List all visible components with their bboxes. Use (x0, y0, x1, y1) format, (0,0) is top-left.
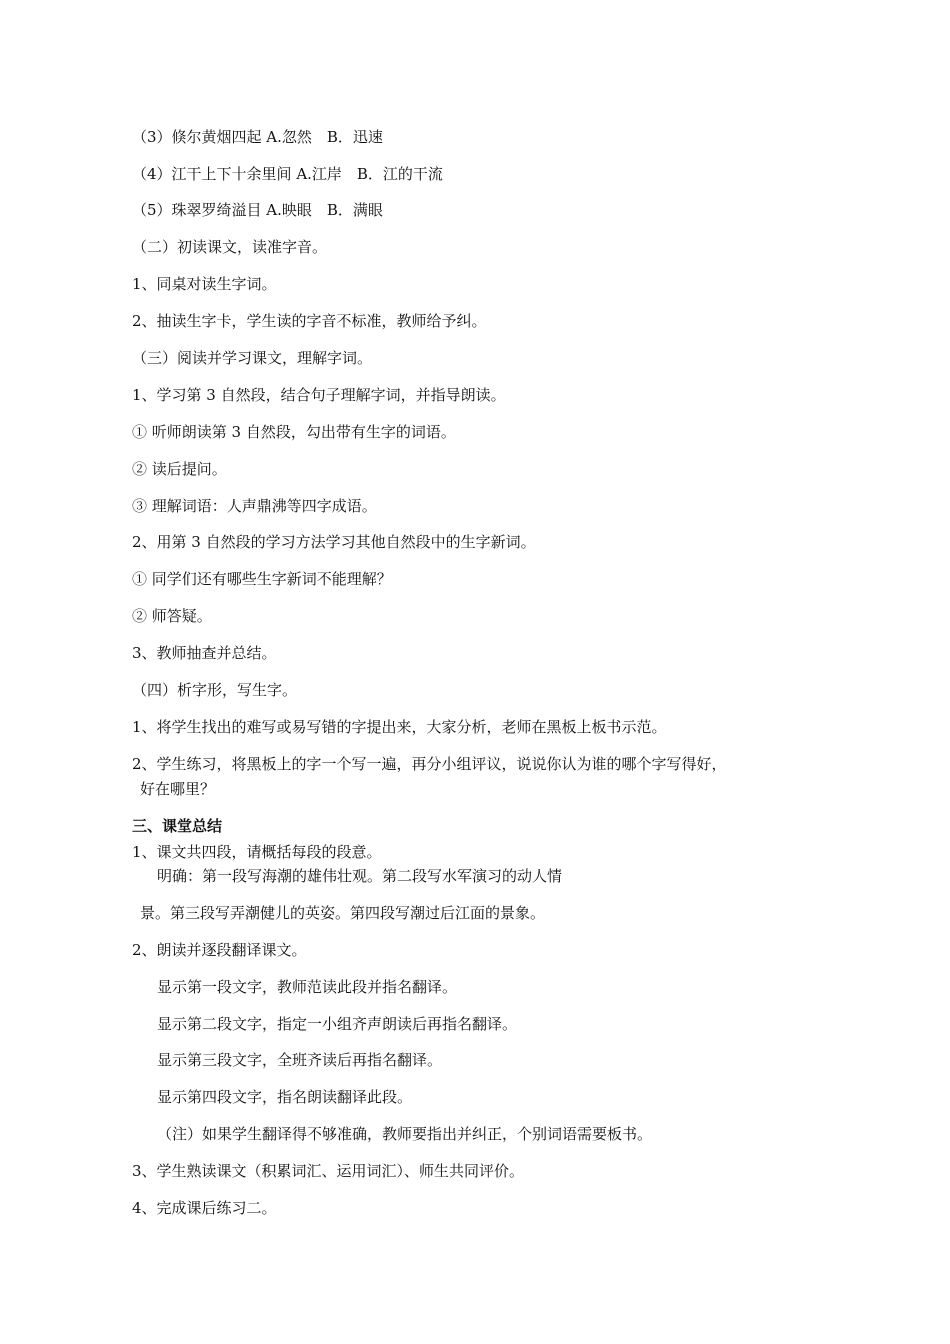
vocab-item-3: （3）倏尔黄烟四起 A.忽然 B．迅速 (132, 128, 383, 146)
step-line: 1、将学生找出的难写或易写错的字提出来，大家分析，老师在黑板上板书示范。 (132, 718, 667, 736)
step-line: 3、学生熟读课文（积累词汇、运用词汇）、师生共同评价。 (132, 1162, 525, 1180)
sub-step-line: ① 同学们还有哪些生字新词不能理解？ (132, 570, 392, 588)
sub-step-line: ② 师答疑。 (132, 607, 212, 625)
step-line: 1、课文共四段，请概括每段的段意。 (132, 843, 382, 861)
section-heading-3: （三）阅读并学习课文，理解字词。 (132, 349, 373, 367)
step-line: 2、抽读生字卡，学生读的字音不标准，教师给予纠。 (132, 312, 487, 330)
section-heading-4: （四）析字形，写生字。 (132, 681, 298, 699)
step-line-continuation: 好在哪里？ (140, 780, 216, 798)
activity-line: 显示第四段文字，指名朗读翻译此段。 (157, 1088, 413, 1106)
sub-step-line: ② 读后提问。 (132, 460, 227, 478)
step-line: 4、完成课后练习二。 (132, 1199, 277, 1217)
section-heading-2: （二）初读课文，读准字音。 (132, 238, 328, 256)
answer-line-continuation: 景。第三段写弄潮健儿的英姿。第四段写潮过后江面的景象。 (140, 904, 546, 922)
answer-line: 明确：第一段写海潮的雄伟壮观。第二段写水军演习的动人情 (157, 867, 563, 885)
activity-line: 显示第一段文字，教师范读此段并指名翻译。 (157, 978, 458, 996)
note-line: （注）如果学生翻译得不够准确，教师要指出并纠正，个别词语需要板书。 (157, 1125, 653, 1143)
activity-line: 显示第三段文字，全班齐读后再指名翻译。 (157, 1051, 443, 1069)
step-line: 2、学生练习，将黑板上的字一个写一遍，再分小组评议，说说你认为谁的哪个字写得好， (132, 755, 727, 773)
step-line: 2、用第 3 自然段的学习方法学习其他自然段中的生字新词。 (132, 533, 536, 551)
vocab-item-4: （4）江干上下十余里间 A.江岸 B．江的干流 (132, 165, 443, 183)
step-line: 1、学习第 3 自然段，结合句子理解字词，并指导朗读。 (132, 386, 506, 404)
activity-line: 显示第二段文字，指定一小组齐声朗读后再指名翻译。 (157, 1015, 518, 1033)
section-title-summary: 三、课堂总结 (132, 817, 223, 835)
sub-step-line: ③ 理解词语：人声鼎沸等四字成语。 (132, 497, 377, 515)
step-line: 2、朗读并逐段翻译课文。 (132, 941, 307, 959)
sub-step-line: ① 听师朗读第 3 自然段，勾出带有生字的词语。 (132, 423, 456, 441)
vocab-item-5: （5）珠翠罗绮溢目 A.映眼 B．满眼 (132, 201, 383, 219)
step-line: 1、同桌对读生字词。 (132, 275, 277, 293)
step-line: 3、教师抽查并总结。 (132, 644, 277, 662)
